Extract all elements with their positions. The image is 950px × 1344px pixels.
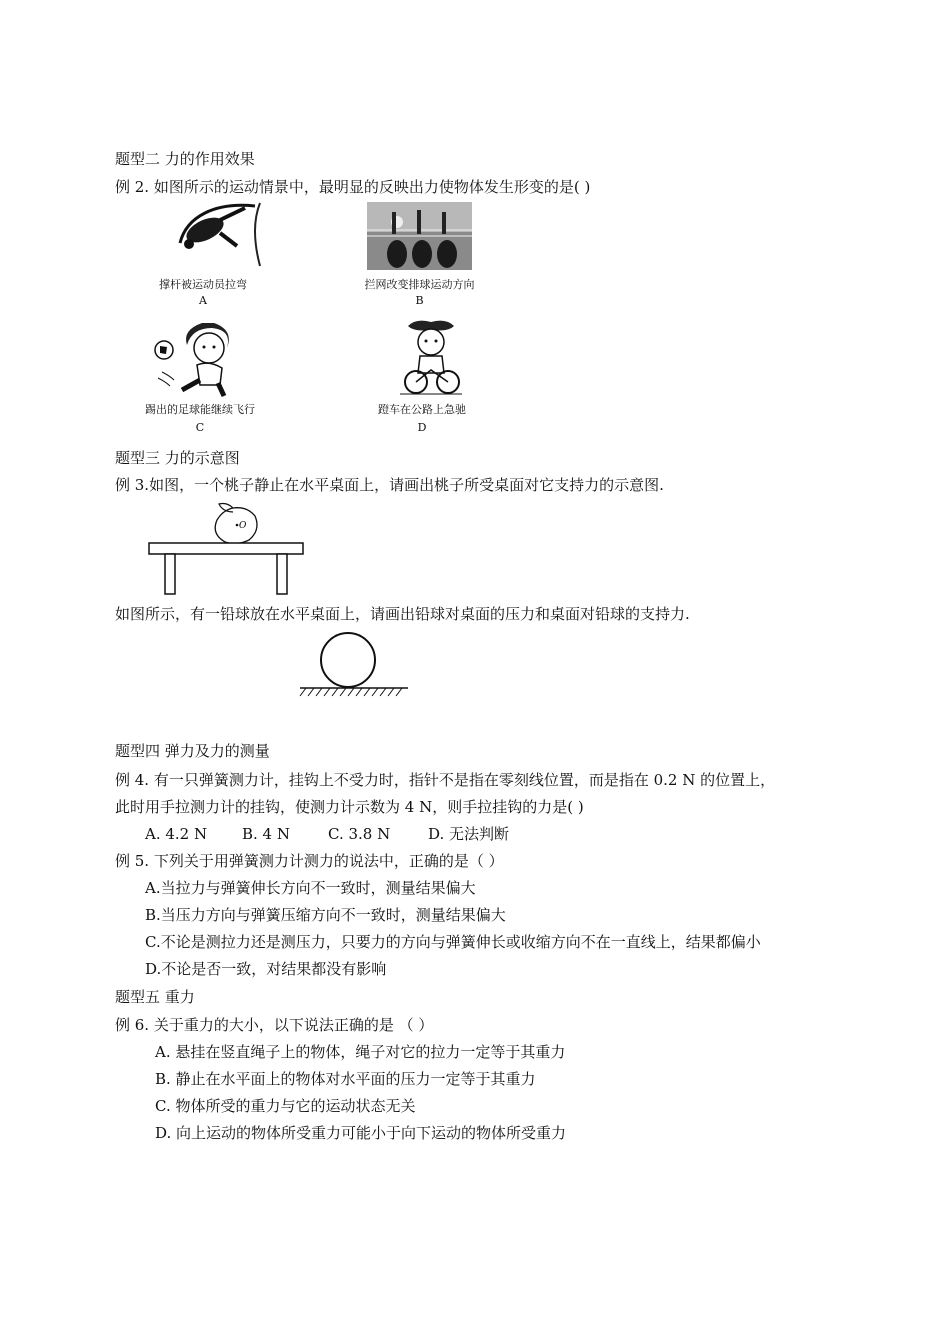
- example5-option-d: D.不论是否一致，对结果都没有影响: [145, 960, 387, 978]
- example5-option-c: C.不论是测拉力还是测压力，只要力的方向与弹簧伸长或收缩方向不在一直线上，结果都偏小: [145, 933, 761, 951]
- cycling-image: [396, 318, 466, 398]
- figure-a-letter: A: [199, 294, 207, 307]
- example4-option-b: B. 4 N: [242, 825, 290, 843]
- example6-option-d: D. 向上运动的物体所受重力可能小于向下运动的物体所受重力: [155, 1124, 567, 1142]
- example6-option-b: B. 静止在水平面上的物体对水平面的压力一定等于其重力: [155, 1070, 536, 1088]
- example4-option-d: D. 无法判断: [428, 825, 510, 843]
- example5-option-a: A.当拉力与弹簧伸长方向不一致时，测量结果偏大: [145, 879, 476, 897]
- figure-d-letter: D: [417, 421, 427, 434]
- figure-c-letter: C: [195, 421, 205, 434]
- soccer-kick-image: [152, 320, 247, 398]
- figure-b-letter: B: [415, 294, 424, 307]
- example6-option-a: A. 悬挂在竖直绳子上的物体，绳子对它的拉力一定等于其重力: [155, 1043, 566, 1061]
- section5-title: 题型五 重力: [115, 988, 195, 1006]
- figure-b-caption: 拦网改变排球运动方向: [364, 278, 475, 291]
- example6-question: 例 6. 关于重力的大小，以下说法正确的是 （ ）: [115, 1016, 434, 1034]
- example6-option-c: C. 物体所受的重力与它的运动状态无关: [155, 1097, 416, 1115]
- example4-option-a: A. 4.2 N: [145, 825, 208, 843]
- peach-on-table-diagram: [145, 500, 307, 598]
- section4-title: 题型四 弹力及力的测量: [115, 742, 270, 760]
- figure-a-caption: 撑杆被运动员拉弯: [159, 278, 247, 291]
- example4-option-c: C. 3.8 N: [328, 825, 391, 843]
- volleyball-block-image: [367, 202, 472, 270]
- lead-ball-diagram: [298, 630, 410, 702]
- section2-title: 题型二 力的作用效果: [115, 150, 255, 168]
- figure-d-caption: 蹬车在公路上急驰: [378, 403, 466, 416]
- example4-line1: 例 4. 有一只弹簧测力计，挂钩上不受力时，指针不是指在零刻线位置，而是指在 0.2 N 的位置上，: [115, 771, 776, 789]
- figure-c-caption: 踢出的足球能继续飞行: [145, 403, 255, 416]
- example2-question: 例 2. 如图所示的运动情景中，最明显的反映出力使物体发生形变的是( ): [115, 178, 591, 196]
- example5-option-b: B.当压力方向与弹簧压缩方向不一致时，测量结果偏大: [145, 906, 506, 924]
- example4-line2: 此时用手拉测力计的挂钩，使测力计示数为 4 N，则手拉挂钩的力是( ): [115, 798, 584, 816]
- section3-title: 题型三 力的示意图: [115, 449, 240, 467]
- pole-vault-image: [165, 198, 265, 268]
- example3-question: 例 3.如图，一个桃子静止在水平桌面上，请画出桃子所受桌面对它支持力的示意图.: [115, 476, 664, 494]
- question-lead-ball: 如图所示，有一铅球放在水平桌面上，请画出铅球对桌面的压力和桌面对铅球的支持力.: [115, 605, 690, 623]
- peach-center-label: O: [239, 521, 247, 531]
- example5-question: 例 5. 下列关于用弹簧测力计测力的说法中，正确的是（ ）: [115, 852, 504, 870]
- example4-options: [145, 824, 509, 844]
